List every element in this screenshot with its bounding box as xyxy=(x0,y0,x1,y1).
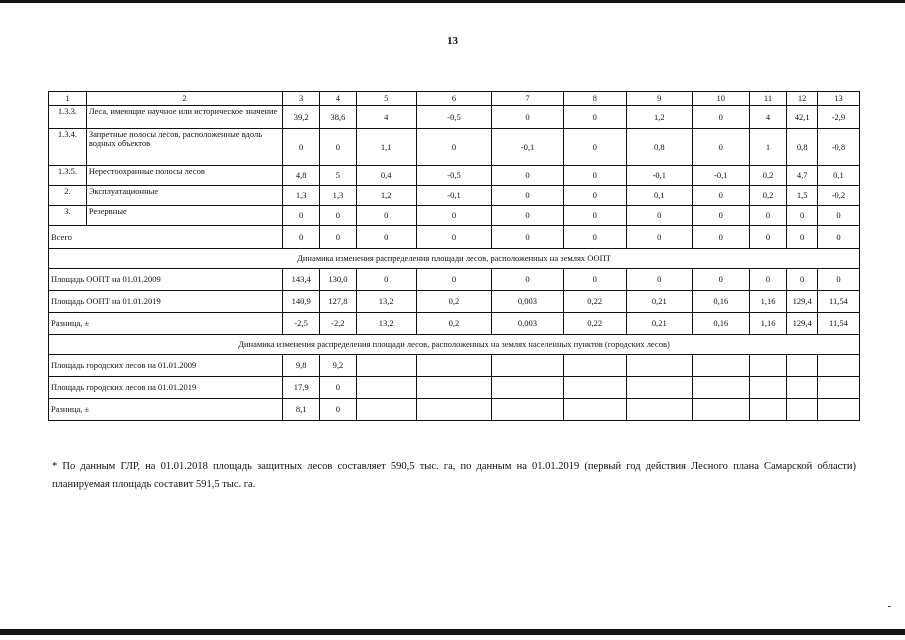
scan-speck xyxy=(888,606,891,607)
row-value xyxy=(626,399,692,421)
row-value: 5 xyxy=(320,166,357,186)
column-header: 11 xyxy=(749,92,787,106)
total-value: 0 xyxy=(563,226,626,249)
row-value: 0 xyxy=(817,269,859,291)
table-row xyxy=(49,106,860,129)
row-value: 127,8 xyxy=(320,291,357,313)
header-row xyxy=(49,92,860,106)
row-value: -0,1 xyxy=(626,166,692,186)
row-value: 0 xyxy=(626,269,692,291)
column-header: 12 xyxy=(787,92,817,106)
row-code: 2. xyxy=(49,186,87,206)
row-value xyxy=(787,355,817,377)
row-code: 3. xyxy=(49,206,87,226)
row-value: 0,8 xyxy=(787,129,817,166)
column-header: 3 xyxy=(283,92,320,106)
column-header: 13 xyxy=(817,92,859,106)
total-value: 0 xyxy=(749,226,787,249)
row-value: -0,8 xyxy=(817,129,859,166)
total-value: 0 xyxy=(787,226,817,249)
row-value: 1,3 xyxy=(283,186,320,206)
row-value: 0,22 xyxy=(563,291,626,313)
row-value: 0 xyxy=(320,129,357,166)
top-rule xyxy=(0,0,905,3)
row-value: 1,5 xyxy=(787,186,817,206)
row-value: 0 xyxy=(692,186,749,206)
row-value: -0,1 xyxy=(416,186,492,206)
row-value: -0,5 xyxy=(416,106,492,129)
table-row xyxy=(49,355,860,377)
row-value: 4,8 xyxy=(283,166,320,186)
row-value: -0,1 xyxy=(492,129,563,166)
bottom-rule xyxy=(0,629,905,635)
table-row xyxy=(49,313,860,335)
row-value: 13,2 xyxy=(356,291,416,313)
row-value: 129,4 xyxy=(787,291,817,313)
forest-area-table xyxy=(48,91,860,421)
row-value xyxy=(817,377,859,399)
row-name: Эксплуатационные xyxy=(86,186,282,206)
table-row xyxy=(49,399,860,421)
column-header: 7 xyxy=(492,92,563,106)
row-value: 0,8 xyxy=(626,129,692,166)
row-value: 1,1 xyxy=(356,129,416,166)
row-label: Площадь ООПТ на 01.01.2009 xyxy=(49,269,283,291)
row-value: 0 xyxy=(283,206,320,226)
row-value: 0 xyxy=(563,129,626,166)
row-value xyxy=(492,355,563,377)
row-value: -0,5 xyxy=(416,166,492,186)
row-label: Площадь городских лесов на 01.01.2019 xyxy=(49,377,283,399)
row-value xyxy=(749,377,787,399)
column-header: 5 xyxy=(356,92,416,106)
row-value: 0 xyxy=(692,206,749,226)
row-value: 0,1 xyxy=(817,166,859,186)
row-value: 4 xyxy=(356,106,416,129)
row-value: 0 xyxy=(692,129,749,166)
row-value: 0 xyxy=(416,206,492,226)
row-value: 0 xyxy=(416,269,492,291)
column-header: 8 xyxy=(563,92,626,106)
row-value: 0 xyxy=(563,269,626,291)
column-header: 10 xyxy=(692,92,749,106)
row-value: 0,2 xyxy=(416,313,492,335)
row-value xyxy=(817,355,859,377)
total-row xyxy=(49,226,860,249)
table-row xyxy=(49,269,860,291)
row-value xyxy=(356,355,416,377)
footnote: * По данным ГЛР, на 01.01.2018 площадь защитных лесов составляет 590,5 тыс. га, по данным на 01.01.2019 (первый год действия Лесного плана Самарской области) планируемая площадь составит 591,5 тыс. га. xyxy=(52,461,856,491)
row-value xyxy=(626,377,692,399)
row-value xyxy=(626,355,692,377)
row-value: 0 xyxy=(320,206,357,226)
row-value: 0,4 xyxy=(356,166,416,186)
row-value xyxy=(749,399,787,421)
column-header: 6 xyxy=(416,92,492,106)
row-value: 0 xyxy=(492,269,563,291)
table-row xyxy=(49,186,860,206)
row-value: 39,2 xyxy=(283,106,320,129)
row-code: 1.3.3. xyxy=(49,106,87,129)
row-label: Площадь ООПТ на 01.01.2019 xyxy=(49,291,283,313)
row-label: Разница, ± xyxy=(49,313,283,335)
column-header: 4 xyxy=(320,92,357,106)
row-value: 0 xyxy=(563,106,626,129)
row-value: 1,16 xyxy=(749,313,787,335)
row-value: 0 xyxy=(626,206,692,226)
section-title-row xyxy=(49,249,860,269)
row-value xyxy=(563,377,626,399)
total-value: 0 xyxy=(626,226,692,249)
row-name: Запретные полосы лесов, расположенные вдоль водных объектов xyxy=(86,129,282,166)
section-title: Динамика изменения распределения площади лесов, расположенных на землях населенных пунктов (городских лесов) xyxy=(49,335,860,355)
row-value xyxy=(787,377,817,399)
row-value: 143,4 xyxy=(283,269,320,291)
row-code: 1.3.5. xyxy=(49,166,87,186)
row-value: 0 xyxy=(787,206,817,226)
row-value: 129,4 xyxy=(787,313,817,335)
row-value: -2,5 xyxy=(283,313,320,335)
row-value: 4 xyxy=(749,106,787,129)
row-value: 0 xyxy=(416,129,492,166)
row-value: 0,21 xyxy=(626,313,692,335)
row-value: 13,2 xyxy=(356,313,416,335)
row-value: 0,16 xyxy=(692,313,749,335)
row-value: 11,54 xyxy=(817,313,859,335)
row-value: 0 xyxy=(492,166,563,186)
total-value: 0 xyxy=(492,226,563,249)
row-value: 8,1 xyxy=(283,399,320,421)
row-value xyxy=(356,377,416,399)
row-value xyxy=(416,399,492,421)
row-name: Леса, имеющие научное или историческое значение xyxy=(86,106,282,129)
page-number: 13 xyxy=(447,35,458,47)
total-value: 0 xyxy=(416,226,492,249)
row-value xyxy=(416,355,492,377)
table-row xyxy=(49,206,860,226)
row-value: 0 xyxy=(692,269,749,291)
row-value xyxy=(563,399,626,421)
row-value xyxy=(692,355,749,377)
row-value: 130,0 xyxy=(320,269,357,291)
section-title: Динамика изменения распределения площади лесов, расположенных на землях ООПТ xyxy=(49,249,860,269)
row-value: 1,3 xyxy=(320,186,357,206)
row-value: 1,2 xyxy=(356,186,416,206)
row-value xyxy=(563,355,626,377)
row-value: 0 xyxy=(817,206,859,226)
row-value: 0 xyxy=(749,269,787,291)
row-value: 0,003 xyxy=(492,291,563,313)
row-value: 0 xyxy=(320,399,357,421)
row-value: 0,2 xyxy=(749,186,787,206)
row-value: 1 xyxy=(749,129,787,166)
total-label: Всего xyxy=(49,226,283,249)
row-code: 1.3.4. xyxy=(49,129,87,166)
row-value: 0 xyxy=(787,269,817,291)
table-row xyxy=(49,291,860,313)
row-value xyxy=(692,399,749,421)
row-value xyxy=(416,377,492,399)
row-value: 0,2 xyxy=(749,166,787,186)
table-row xyxy=(49,377,860,399)
row-value xyxy=(787,399,817,421)
row-value: 0,21 xyxy=(626,291,692,313)
column-header: 2 xyxy=(86,92,282,106)
row-value: 0 xyxy=(563,206,626,226)
row-value: -2,2 xyxy=(320,313,357,335)
row-value: 9,2 xyxy=(320,355,357,377)
total-value: 0 xyxy=(692,226,749,249)
row-value xyxy=(749,355,787,377)
total-value: 0 xyxy=(817,226,859,249)
row-value: 0 xyxy=(356,206,416,226)
row-label: Площадь городских лесов на 01.01.2009 xyxy=(49,355,283,377)
row-value: 0,003 xyxy=(492,313,563,335)
row-value xyxy=(692,377,749,399)
row-value xyxy=(492,399,563,421)
row-value: 0 xyxy=(749,206,787,226)
row-value xyxy=(817,399,859,421)
row-value: 0,16 xyxy=(692,291,749,313)
row-value: 0,22 xyxy=(563,313,626,335)
row-value: 0 xyxy=(692,106,749,129)
row-value: -2,9 xyxy=(817,106,859,129)
total-value: 0 xyxy=(320,226,357,249)
row-value: 4,7 xyxy=(787,166,817,186)
row-value: 140,9 xyxy=(283,291,320,313)
table-row xyxy=(49,166,860,186)
total-value: 0 xyxy=(356,226,416,249)
row-value: 0 xyxy=(356,269,416,291)
row-value: 0 xyxy=(563,166,626,186)
total-value: 0 xyxy=(283,226,320,249)
row-value: 38,6 xyxy=(320,106,357,129)
row-name: Нерестоохранные полосы лесов xyxy=(86,166,282,186)
row-value: 42,1 xyxy=(787,106,817,129)
row-value: -0,2 xyxy=(817,186,859,206)
row-value: -0,1 xyxy=(692,166,749,186)
row-value: 0 xyxy=(563,186,626,206)
row-name: Резервные xyxy=(86,206,282,226)
row-value: 17,9 xyxy=(283,377,320,399)
table-row xyxy=(49,129,860,166)
row-value: 0 xyxy=(283,129,320,166)
column-header: 1 xyxy=(49,92,87,106)
row-value: 9,8 xyxy=(283,355,320,377)
row-value: 0 xyxy=(492,186,563,206)
row-label: Разница, ± xyxy=(49,399,283,421)
section-title-row xyxy=(49,335,860,355)
column-header: 9 xyxy=(626,92,692,106)
row-value: 11,54 xyxy=(817,291,859,313)
row-value: 0,1 xyxy=(626,186,692,206)
row-value: 0,2 xyxy=(416,291,492,313)
row-value: 0 xyxy=(492,106,563,129)
row-value: 0 xyxy=(492,206,563,226)
row-value: 1,16 xyxy=(749,291,787,313)
row-value xyxy=(492,377,563,399)
row-value: 0 xyxy=(320,377,357,399)
row-value xyxy=(356,399,416,421)
row-value: 1,2 xyxy=(626,106,692,129)
